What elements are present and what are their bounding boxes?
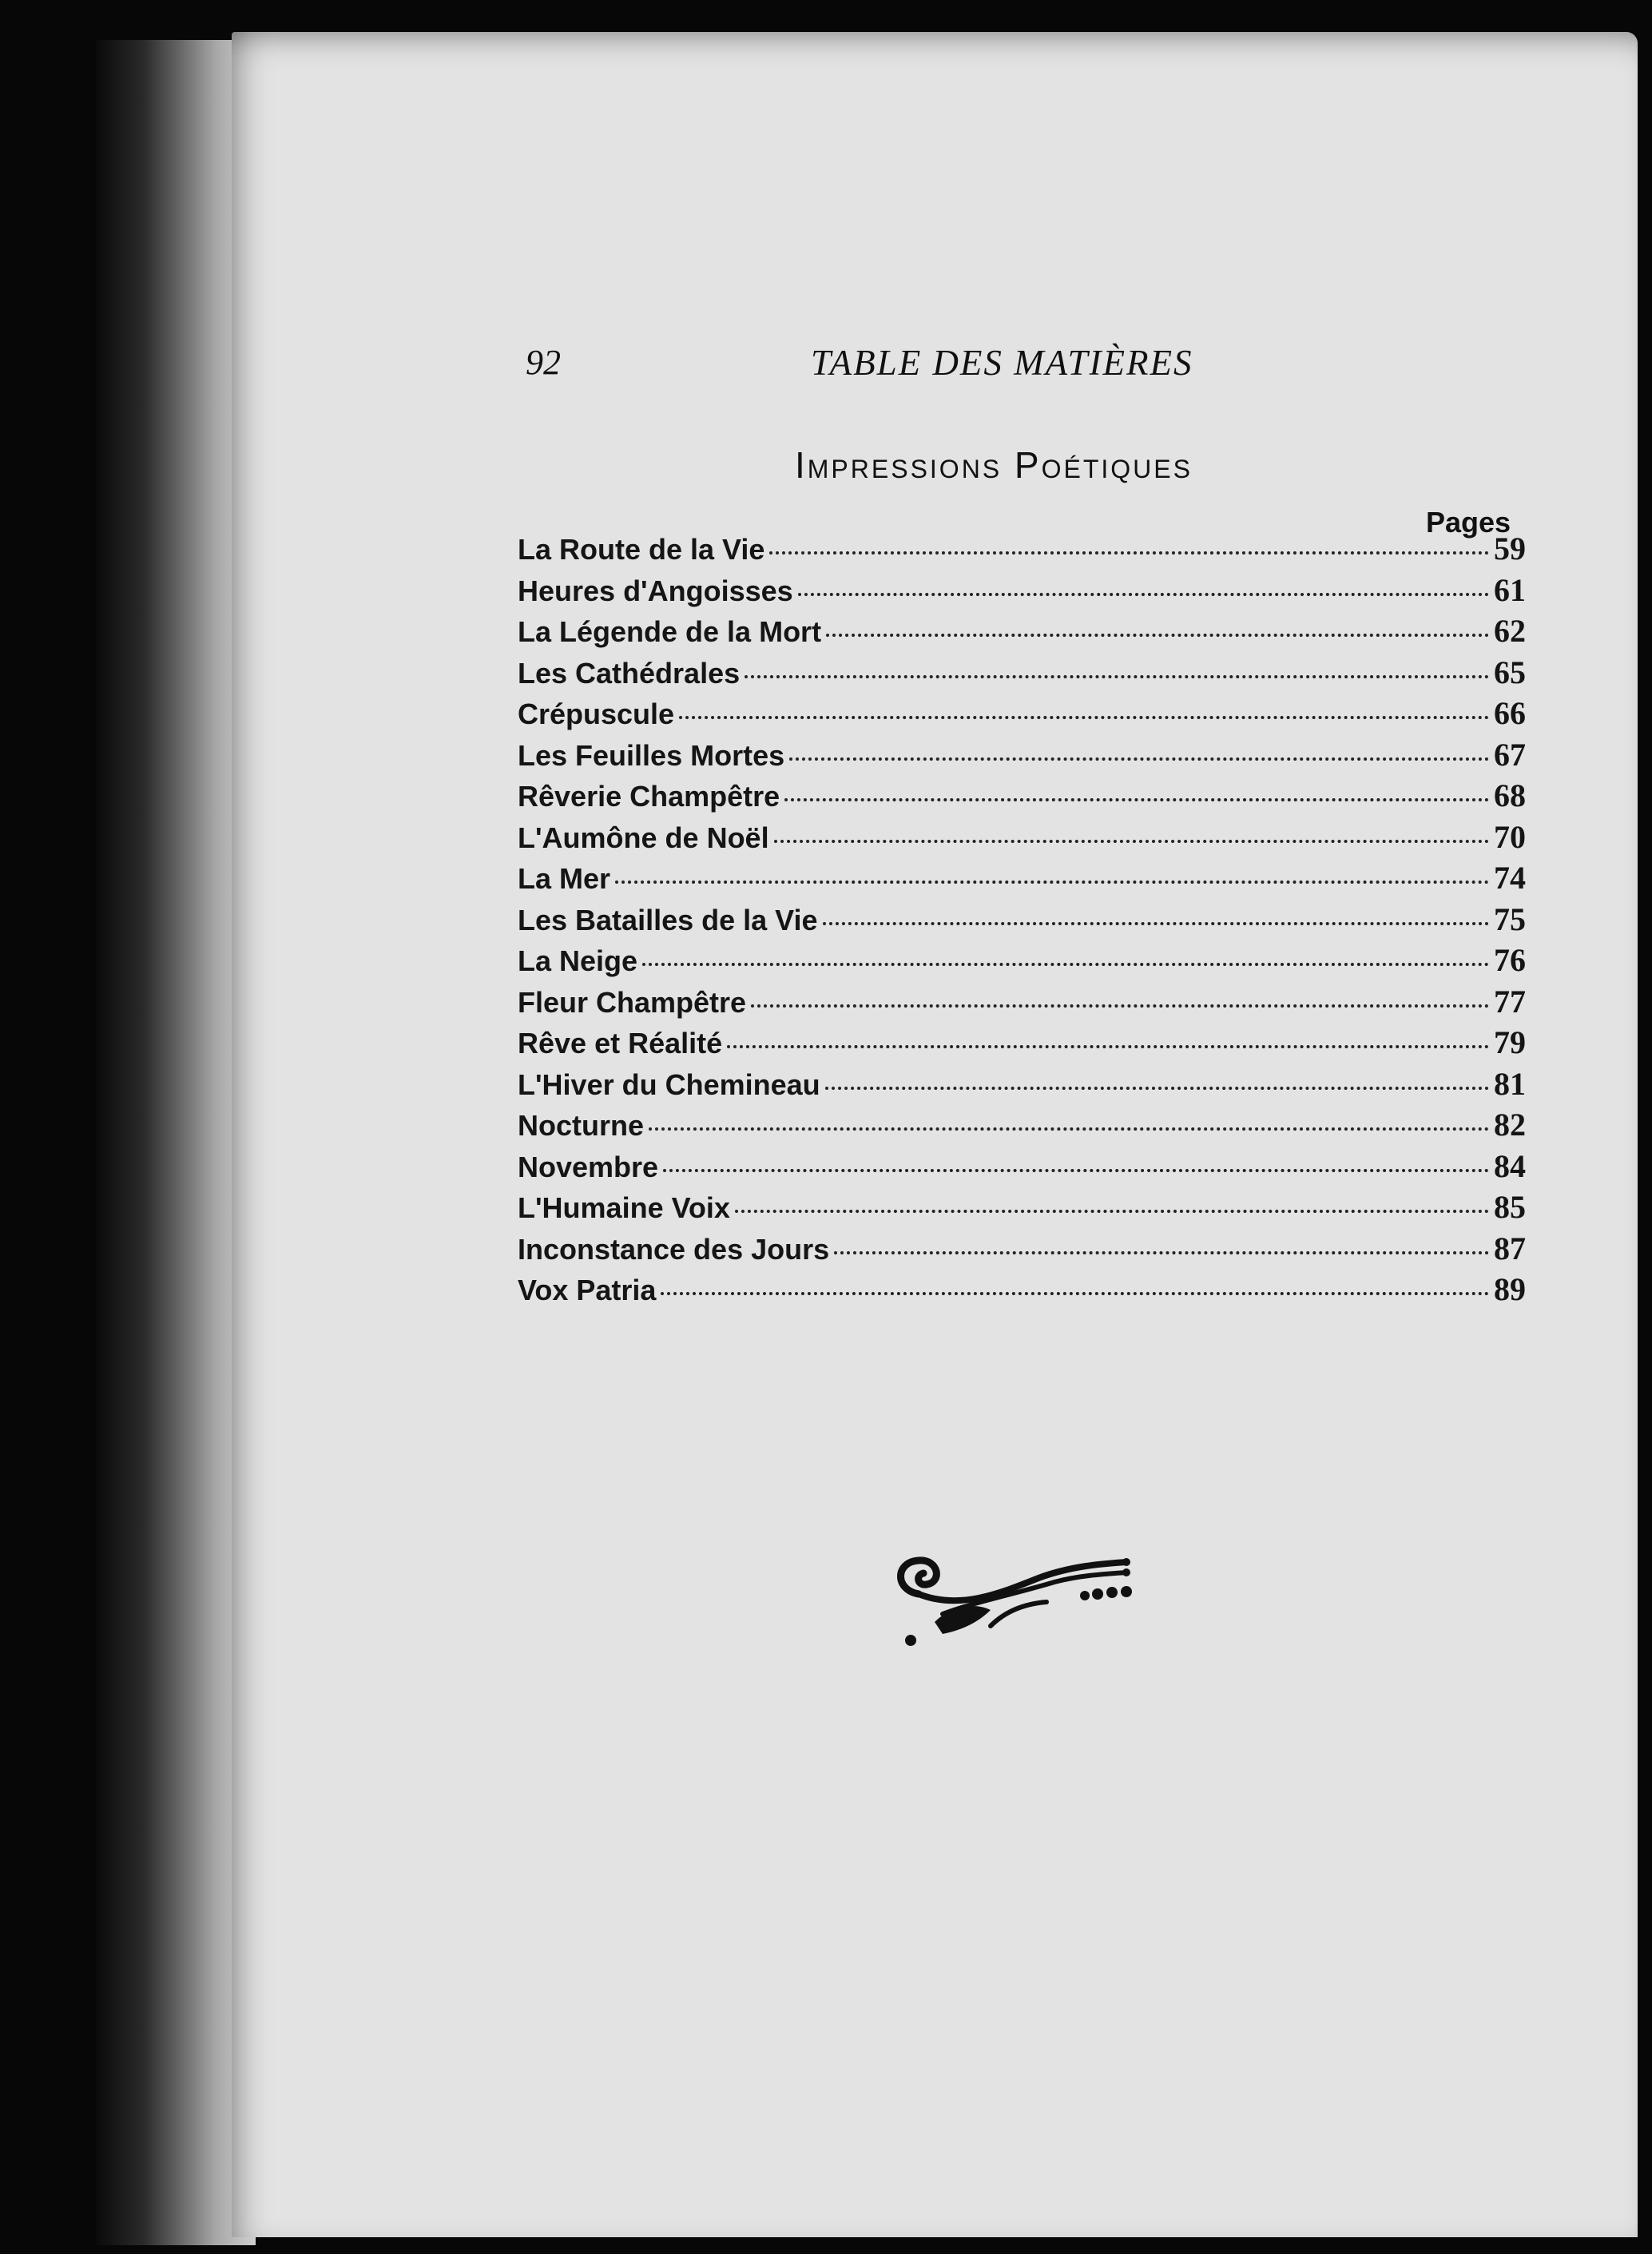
toc-entry-page: 68 bbox=[1494, 777, 1526, 813]
toc-entry bbox=[518, 530, 1526, 571]
dot-leader bbox=[615, 881, 1489, 884]
running-head: TABLE DES MATIÈRES bbox=[811, 343, 1193, 383]
toc-entry-title: Nocturne bbox=[518, 1109, 645, 1142]
table-of-contents bbox=[518, 530, 1526, 1312]
toc-entry-page: 82 bbox=[1494, 1107, 1526, 1143]
toc-entry-title: La Neige bbox=[518, 944, 638, 977]
dot-leader bbox=[798, 593, 1489, 596]
toc-entry-page: 74 bbox=[1494, 860, 1526, 896]
toc-entry bbox=[518, 1230, 1526, 1271]
section-title: Impressions Poétiques bbox=[795, 444, 1193, 486]
toc-entry bbox=[518, 1065, 1526, 1107]
toc-entry-page: 66 bbox=[1494, 695, 1526, 731]
toc-entry-title: Vox Patria bbox=[518, 1274, 657, 1306]
toc-entry-page: 62 bbox=[1494, 613, 1526, 649]
toc-entry bbox=[518, 654, 1526, 695]
dot-leader bbox=[769, 551, 1489, 555]
toc-entry bbox=[518, 1024, 1526, 1065]
toc-entry-page: 59 bbox=[1494, 531, 1526, 566]
toc-entry-page: 77 bbox=[1494, 983, 1526, 1020]
page-number: 92 bbox=[526, 343, 561, 382]
toc-entry-page: 67 bbox=[1494, 736, 1526, 773]
dot-leader bbox=[774, 840, 1489, 843]
dot-leader bbox=[825, 1087, 1489, 1090]
toc-entry-page: 89 bbox=[1494, 1271, 1526, 1307]
toc-entry-title: Crépuscule bbox=[518, 698, 675, 730]
toc-entry bbox=[518, 612, 1526, 654]
toc-entry bbox=[518, 571, 1526, 613]
toc-entry-title: L'Hiver du Chemineau bbox=[518, 1067, 820, 1101]
pages-column-heading: Pages bbox=[1426, 506, 1511, 539]
toc-entry-title: Fleur Champêtre bbox=[518, 985, 747, 1019]
dot-leader bbox=[661, 1292, 1489, 1295]
toc-entry-title: Heures d'Angoisses bbox=[518, 574, 793, 607]
toc-entry bbox=[518, 859, 1526, 900]
dot-leader bbox=[745, 675, 1489, 678]
dot-leader bbox=[649, 1127, 1489, 1131]
toc-entry-page: 70 bbox=[1494, 818, 1526, 855]
toc-entry-title: L'Aumône de Noël bbox=[518, 821, 769, 854]
toc-entry bbox=[518, 1270, 1526, 1312]
toc-entry-title: Les Feuilles Mortes bbox=[518, 738, 785, 772]
toc-entry-title: La Légende de la Mort bbox=[518, 615, 822, 648]
dot-leader bbox=[751, 1004, 1489, 1008]
toc-entry-page: 76 bbox=[1494, 942, 1526, 978]
fleuron-ornament-icon bbox=[887, 1546, 1166, 1658]
toc-entry bbox=[518, 818, 1526, 860]
toc-entry bbox=[518, 1106, 1526, 1147]
toc-entry-page: 85 bbox=[1494, 1189, 1526, 1225]
toc-entry-title: Novembre bbox=[518, 1150, 659, 1183]
dot-leader bbox=[727, 1045, 1489, 1048]
dot-leader bbox=[784, 798, 1489, 801]
toc-entry-page: 79 bbox=[1494, 1024, 1526, 1060]
toc-entry-title: La Route de la Vie bbox=[518, 533, 765, 566]
dot-leader bbox=[735, 1210, 1489, 1213]
toc-entry bbox=[518, 694, 1526, 736]
toc-entry bbox=[518, 1188, 1526, 1230]
toc-entry bbox=[518, 777, 1526, 818]
toc-entry-title: Rêve et Réalité bbox=[518, 1027, 723, 1059]
toc-entry-title: Rêverie Champêtre bbox=[518, 780, 780, 813]
toc-entry bbox=[518, 736, 1526, 777]
toc-entry-page: 87 bbox=[1494, 1230, 1526, 1266]
dot-leader bbox=[789, 757, 1489, 761]
toc-entry-page: 75 bbox=[1494, 900, 1526, 937]
dot-leader bbox=[834, 1251, 1489, 1254]
toc-entry bbox=[518, 941, 1526, 983]
toc-entry-title: Les Cathédrales bbox=[518, 656, 741, 690]
toc-entry bbox=[518, 900, 1526, 942]
dot-leader bbox=[663, 1169, 1489, 1172]
toc-entry-title: Les Batailles de la Vie bbox=[518, 903, 818, 936]
toc-entry-page: 84 bbox=[1494, 1147, 1526, 1184]
toc-entry-title: L'Humaine Voix bbox=[518, 1191, 730, 1224]
toc-entry-page: 81 bbox=[1494, 1065, 1526, 1102]
dot-leader bbox=[826, 634, 1489, 637]
dot-leader bbox=[642, 963, 1489, 966]
dot-leader bbox=[823, 922, 1489, 925]
toc-entry-page: 65 bbox=[1494, 654, 1526, 690]
dot-leader bbox=[679, 716, 1489, 719]
toc-entry bbox=[518, 1147, 1526, 1189]
toc-entry-title: La Mer bbox=[518, 862, 611, 895]
toc-entry-title: Inconstance des Jours bbox=[518, 1232, 830, 1266]
toc-entry-page: 61 bbox=[1494, 571, 1526, 608]
toc-entry bbox=[518, 983, 1526, 1024]
